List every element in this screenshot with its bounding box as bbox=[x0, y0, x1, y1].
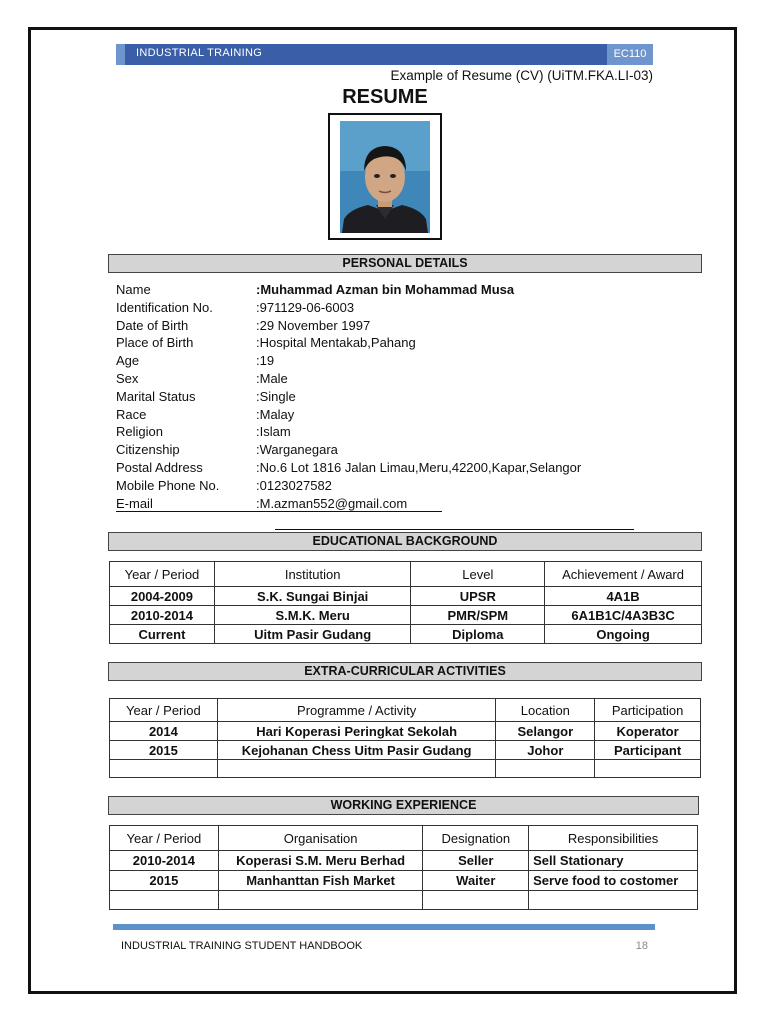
table-cell: Ongoing bbox=[545, 625, 702, 644]
table-cell: Koperasi S.M. Meru Berhad bbox=[218, 851, 423, 871]
working-experience-table bbox=[109, 825, 698, 910]
detail-value: :Hospital Mentakab,Pahang bbox=[256, 335, 416, 351]
header-title: INDUSTRIAL TRAINING bbox=[136, 47, 263, 59]
table-cell: 2015 bbox=[110, 871, 219, 891]
detail-label: Date of Birth bbox=[116, 317, 189, 333]
header-accent-block bbox=[116, 44, 125, 65]
detail-value: :971129-06-6003 bbox=[256, 299, 355, 315]
table-row bbox=[110, 891, 698, 910]
column-header: Institution bbox=[214, 562, 411, 587]
table-cell: 2014 bbox=[110, 722, 218, 741]
column-header: Responsibilities bbox=[529, 826, 698, 851]
document-subtitle: Example of Resume (CV) (UiTM.FKA.LI-03) bbox=[390, 68, 653, 83]
table-cell: S.K. Sungai Binjai bbox=[214, 587, 411, 606]
table-cell: Sell Stationary bbox=[529, 851, 698, 871]
column-header: Year / Period bbox=[110, 826, 219, 851]
extra-curricular-heading: EXTRA-CURRICULAR ACTIVITIES bbox=[108, 662, 702, 681]
detail-value: :Single bbox=[256, 388, 296, 404]
table-cell: Hari Koperasi Peringkat Sekolah bbox=[217, 722, 496, 741]
education-table bbox=[109, 561, 702, 644]
detail-label: Name bbox=[116, 282, 151, 297]
footer-bar bbox=[113, 924, 655, 930]
column-header: Designation bbox=[423, 826, 529, 851]
detail-label: Citizenship bbox=[116, 442, 180, 458]
detail-label: E-mail bbox=[116, 495, 153, 511]
profile-photo bbox=[328, 113, 442, 240]
detail-value: :Male bbox=[256, 370, 288, 386]
table-cell: 2015 bbox=[110, 741, 218, 760]
table-cell bbox=[217, 760, 496, 778]
column-header: Location bbox=[496, 699, 595, 722]
table-cell: Participant bbox=[595, 741, 701, 760]
table-cell: 4A1B bbox=[545, 587, 702, 606]
detail-label: Postal Address bbox=[116, 459, 203, 475]
table-cell: Manhanttan Fish Market bbox=[218, 871, 423, 891]
table-cell: PMR/SPM bbox=[411, 606, 545, 625]
extra-curricular-table bbox=[109, 698, 701, 778]
table-cell: Current bbox=[110, 625, 215, 644]
detail-label: Place of Birth bbox=[116, 335, 194, 351]
table-cell: Selangor bbox=[496, 722, 595, 741]
detail-label: Identification No. bbox=[116, 299, 213, 315]
course-code: EC110 bbox=[607, 44, 653, 65]
table-row bbox=[110, 851, 698, 871]
table-cell: Seller bbox=[423, 851, 529, 871]
column-header: Participation bbox=[595, 699, 701, 722]
table-cell bbox=[218, 891, 423, 910]
table-row bbox=[110, 606, 702, 625]
table-cell bbox=[110, 760, 218, 778]
personal-details-heading: PERSONAL DETAILS bbox=[108, 254, 702, 273]
table-cell: 2010-2014 bbox=[110, 851, 219, 871]
detail-label: Age bbox=[116, 353, 140, 369]
detail-value: :Muhammad Azman bin Mohammad Musa bbox=[256, 282, 515, 297]
detail-value: :0123027582 bbox=[256, 477, 332, 493]
table-cell: Koperator bbox=[595, 722, 701, 741]
education-heading: EDUCATIONAL BACKGROUND bbox=[108, 532, 702, 551]
table-cell: Serve food to costomer bbox=[529, 871, 698, 891]
column-header: Year / Period bbox=[110, 562, 215, 587]
table-cell bbox=[595, 760, 701, 778]
portrait-image bbox=[340, 121, 430, 233]
column-header: Year / Period bbox=[110, 699, 218, 722]
email-value: :M.azman552@gmail.com bbox=[256, 495, 408, 511]
section-separator bbox=[275, 529, 634, 530]
detail-value: :No.6 Lot 1816 Jalan Limau,Meru,42200,Kapar,Selangor bbox=[256, 459, 582, 475]
working-experience-heading: WORKING EXPERIENCE bbox=[108, 796, 699, 815]
page-number: 18 bbox=[635, 940, 648, 952]
table-cell bbox=[423, 891, 529, 910]
detail-label: Religion bbox=[116, 424, 163, 440]
column-header: Programme / Activity bbox=[217, 699, 496, 722]
table-cell: S.M.K. Meru bbox=[214, 606, 411, 625]
column-header: Organisation bbox=[218, 826, 423, 851]
document-title: RESUME bbox=[342, 86, 428, 108]
table-cell: Waiter bbox=[423, 871, 529, 891]
detail-value: :19 bbox=[256, 353, 275, 369]
table-cell: Uitm Pasir Gudang bbox=[214, 625, 411, 644]
table-header-row bbox=[110, 826, 698, 851]
table-header-row bbox=[110, 699, 701, 722]
table-cell: Johor bbox=[496, 741, 595, 760]
table-row bbox=[110, 722, 701, 741]
column-header: Level bbox=[411, 562, 545, 587]
detail-label: Sex bbox=[116, 370, 139, 386]
table-row bbox=[110, 625, 702, 644]
table-cell: Diploma bbox=[411, 625, 545, 644]
column-header: Achievement / Award bbox=[545, 562, 702, 587]
table-row bbox=[110, 871, 698, 891]
detail-value: :29 November 1997 bbox=[256, 317, 371, 333]
detail-value: :Malay bbox=[256, 406, 295, 422]
detail-value: :Islam bbox=[256, 424, 291, 440]
email-underline bbox=[116, 511, 442, 512]
table-cell: 2004-2009 bbox=[110, 587, 215, 606]
table-cell: UPSR bbox=[411, 587, 545, 606]
detail-label: Race bbox=[116, 406, 147, 422]
table-cell: 2010-2014 bbox=[110, 606, 215, 625]
detail-label: Marital Status bbox=[116, 388, 196, 404]
table-cell bbox=[529, 891, 698, 910]
detail-label: Mobile Phone No. bbox=[116, 477, 220, 493]
table-row bbox=[110, 741, 701, 760]
table-cell: 6A1B1C/4A3B3C bbox=[545, 606, 702, 625]
table-row bbox=[110, 587, 702, 606]
table-cell bbox=[496, 760, 595, 778]
table-cell bbox=[110, 891, 219, 910]
footer-title: INDUSTRIAL TRAINING STUDENT HANDBOOK bbox=[121, 940, 363, 952]
table-row bbox=[110, 760, 701, 778]
header-bar bbox=[116, 44, 653, 65]
detail-value: :Warganegara bbox=[256, 442, 338, 458]
table-cell: Kejohanan Chess Uitm Pasir Gudang bbox=[217, 741, 496, 760]
table-header-row bbox=[110, 562, 702, 587]
